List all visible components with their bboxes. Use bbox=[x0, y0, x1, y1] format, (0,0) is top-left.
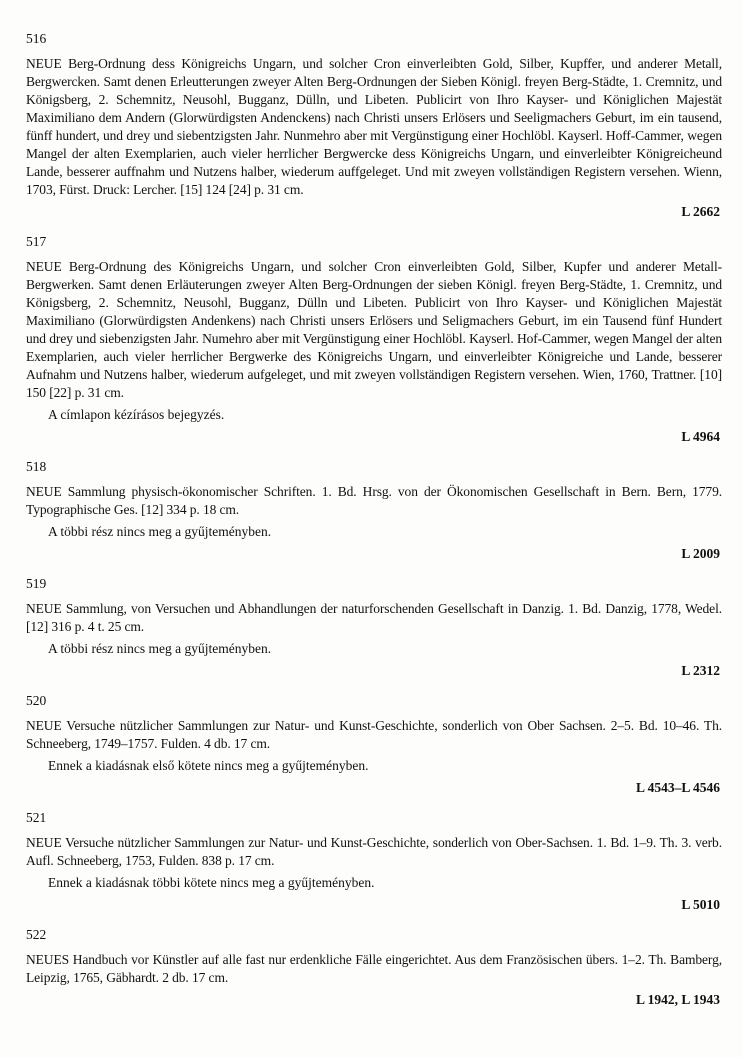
catalog-entry-521 bbox=[26, 809, 722, 914]
entry-description: NEUE Sammlung physisch-ökonomischer Schriften. 1. Bd. Hrsg. von der Ökonomischen Gesellschaft in Bern. Bern, 1779. Typographische Ges. [12] 334 p. 18 cm. bbox=[26, 484, 722, 517]
catalog-entry-517 bbox=[26, 233, 722, 446]
entry-shelfmark: L 2009 bbox=[681, 546, 720, 561]
catalog-entry-519 bbox=[26, 575, 722, 680]
entry-note: A többi rész nincs meg a gyűjteményben. bbox=[48, 524, 272, 539]
entry-shelfmark: L 2312 bbox=[681, 663, 720, 678]
entry-number: 519 bbox=[26, 576, 47, 591]
entry-shelfmark: L 5010 bbox=[681, 897, 720, 912]
entry-description: NEUE Berg-Ordnung des Königreichs Ungarn, und solcher Cron einverleibten Gold, Silber, Kupfer und anderer Metall-Bergwerken. Samt denen Erläuterungen zweyer Alten Berg-Ordnungen der sieben Königl. freyen Berg-Städte, 1. Cremnitz, und Königsberg, 2. Schemnitz, Neusohl, Bugganz, Dülln und Libeten. Publicirt von Ihro Kayser- und Königlichen Majestät Maximiliano (Glorwürdigsten Andenkens) nach Christi unsers Erlösers und Seligmachers Geburt, im ein Tausend fünf Hundert und drey und siebenzigsten Jahr. Numehro aber mit Vergünstigung einer Hochlöbl. Kayserl. Hof-Cammer, wegen Mangel der alten Exemplarien, auch vieler herrlicher Bergwerke des Königreichs Ungarn, und einverleibter Königreiche und Lande, besserer Aufnahm und Nutzens halber, wiederum aufgeleget, und mit zweyen vollständigen Registern versehen. Wien, 1760, Trattner. [10] 150 [22] p. 31 cm. bbox=[26, 259, 722, 400]
entry-number: 518 bbox=[26, 459, 47, 474]
entry-number: 520 bbox=[26, 693, 47, 708]
entry-description: NEUE Berg-Ordnung dess Königreichs Ungarn, und solcher Cron einverleibten Gold, Silber, Kupffer, und anderer Metall, Bergwercken. Samt denen Erleutterungen zweyer Alten Berg-Ordnungen der Sieben Königl. freyen Berg-Städte, 1. Cremnitz, und Königsberg, 2. Schemnitz, Neusohl, Bugganz, Dülln, und Libeten. Publicirt von Ihro Kayser- und Königlichen Majestät Maximiliano dem Andern (Glorwürdigsten Andenckens) nach Christi unsers Erlösers und Seeligmachers Geburt, im ein tausend, fünff hundert, und drey und siebentzigsten Jahr. Nunmehro aber mit Vergünstigung einer Hochlöbl. Kayserl. Hoff-Cammer, wegen Mangel der alten Exemplarien, auch vieler herrlicher Bergwercke dess Königreichs Ungarn, und einverleibter Königreicheund Lande, besserer auffnahm und Nutzens halber, wiederum auffgeleget. Und mit zweyen vollständigen Registern versehen. Wienn, 1703, Fürst. Druck: Lercher. [15] 124 [24] p. 31 cm. bbox=[26, 56, 722, 197]
entry-shelfmark: L 1942, L 1943 bbox=[635, 992, 720, 1007]
entry-shelfmark: L 4964 bbox=[681, 429, 720, 444]
entry-description: NEUE Versuche nützlicher Sammlungen zur Natur- und Kunst-Geschichte, sonderlich von Ober Sachsen. 2–5. Bd. 10–46. Th. Schneeberg, 1749–1757. Fulden. 4 db. 17 cm. bbox=[26, 718, 722, 751]
entry-number: 522 bbox=[26, 927, 47, 942]
catalog-entry-518 bbox=[26, 458, 722, 563]
catalog-entry-522 bbox=[26, 926, 722, 1009]
entry-number: 516 bbox=[26, 31, 47, 46]
entry-number: 517 bbox=[26, 234, 47, 249]
entry-note: Ennek a kiadásnak első kötete nincs meg a gyűjteményben. bbox=[48, 758, 369, 773]
entry-note: A többi rész nincs meg a gyűjteményben. bbox=[48, 641, 272, 656]
entry-note: A címlapon kézírásos bejegyzés. bbox=[48, 407, 225, 422]
entry-number: 521 bbox=[26, 810, 47, 825]
entry-description: NEUE Versuche nützlicher Sammlungen zur Natur- und Kunst-Geschichte, sonderlich von Ober-Sachsen. 1. Bd. 1–9. Th. 3. verb. Aufl. Schneeberg, 1753, Fulden. 838 p. 17 cm. bbox=[26, 835, 722, 868]
catalog-entry-516 bbox=[26, 30, 722, 221]
entry-shelfmark: L 4543–L 4546 bbox=[635, 780, 720, 795]
entry-description: NEUE Sammlung, von Versuchen und Abhandlungen der naturforschenden Gesellschaft in Danzig. 1. Bd. Danzig, 1778, Wedel. [12] 316 p. 4 t. 25 cm. bbox=[26, 601, 722, 634]
entry-shelfmark: L 2662 bbox=[681, 204, 720, 219]
entry-description: NEUES Handbuch vor Künstler auf alle fast nur erdenkliche Fälle eingerichtet. Aus dem Französischen übers. 1–2. Th. Bamberg, Leipzig, 1765, Gäbhardt. 2 db. 17 cm. bbox=[26, 952, 722, 985]
entry-note: Ennek a kiadásnak többi kötete nincs meg a gyűjteményben. bbox=[48, 875, 375, 890]
catalog-entry-520 bbox=[26, 692, 722, 797]
